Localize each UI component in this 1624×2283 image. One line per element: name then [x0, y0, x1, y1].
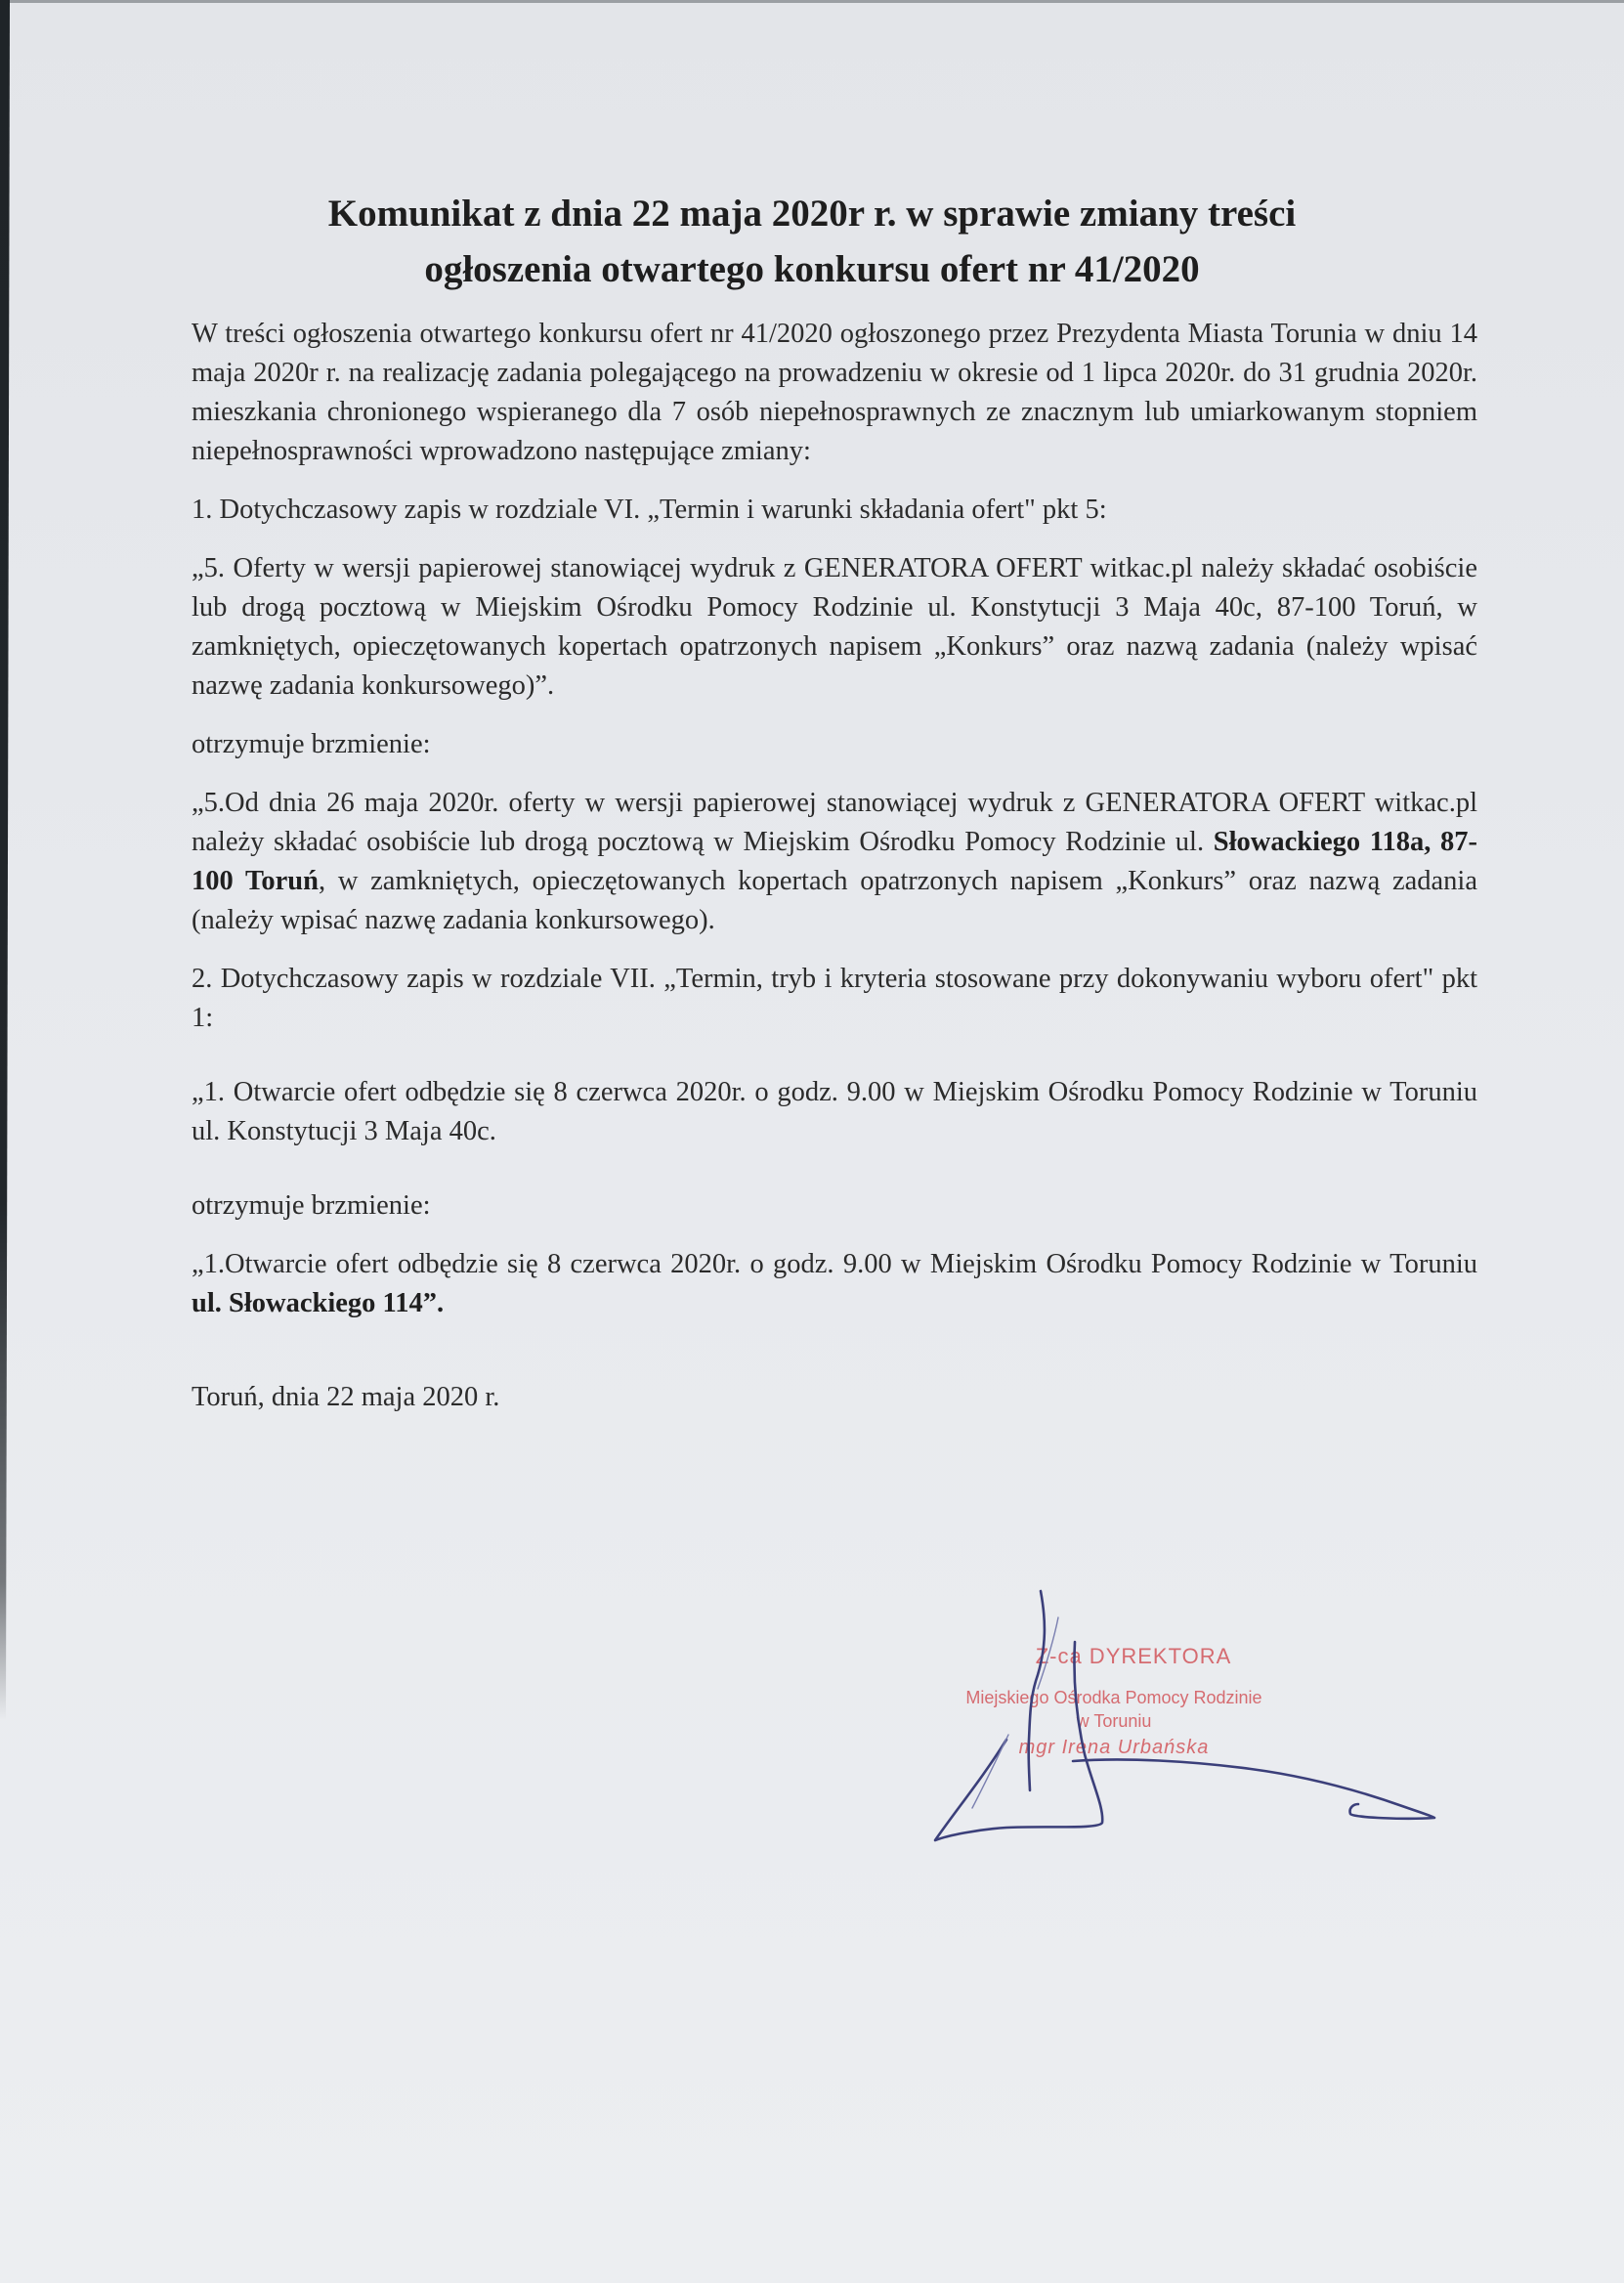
change1-receives-label: otrzymuje brzmienie:: [192, 729, 431, 759]
title-line-1: Komunikat z dnia 22 maja 2020r r. w sprawie zmiany treści: [327, 193, 1297, 235]
stamp-title: Z-ca DYREKTORA: [1035, 1644, 1232, 1668]
scan-top-edge: [0, 0, 1624, 3]
stamp-institution: Miejskiego Ośrodka Pomocy Rodzinie: [965, 1688, 1262, 1707]
change2-receives-label: otrzymuje brzmienie:: [192, 1190, 431, 1221]
change2-heading: 2. Dotychczasowy zapis w rozdziale VII. „Termin, tryb i kryteria stosowane przy dokonywaniu wyboru ofert" pkt 1:: [192, 964, 1477, 1033]
change2-new-text: [192, 1245, 1477, 1323]
stamp-name: mgr Irena Urbańska: [1018, 1737, 1210, 1758]
change1-new-text: [192, 784, 1477, 940]
change2-new-address: ul. Słowackiego 114”.: [192, 1288, 445, 1318]
document-body: [192, 315, 1477, 1437]
change1-heading: 1. Dotychczasowy zapis w rozdziale VI. „Termin i warunki składania ofert" pkt 5:: [192, 495, 1107, 525]
change2-old-text: „1. Otwarcie ofert odbędzie się 8 czerwca 2020r. o godz. 9.00 w Miejskim Ośrodku Pomocy Rodzinie w Toruniu ul. Konstytucji 3 Maja 40c.: [192, 1077, 1477, 1146]
document-title: [0, 186, 1624, 297]
intro-paragraph: W treści ogłoszenia otwartego konkursu ofert nr 41/2020 ogłoszonego przez Prezydenta Miasta Torunia w dniu 14 maja 2020r r. na realizację zadania polegającego na prowadzeniu w okresie od 1 lipca 2020r. do 31 grudnia 2020r. mieszkania chronionego wspieranego dla 7 osób niepełnosprawnych ze znacznym lub umiarkowanym stopniem niepełnosprawności wprowadzono następujące zmiany:: [192, 319, 1477, 466]
change1-old-text: „5. Oferty w wersji papierowej stanowiącej wydruk z GENERATORA OFERT witkac.pl należy składać osobiście lub drogą pocztową w Miejskim Ośrodku Pomocy Rodzinie ul. Konstytucji 3 Maja 40c, 87-100 Toruń, w zamkniętych, opieczętowanych kopertach opatrzonych napisem „Konkurs” oraz nazwą zadania (należy wpisać nazwę zadania konkursowego)”.: [192, 553, 1477, 701]
place-date: Toruń, dnia 22 maja 2020 r.: [192, 1382, 500, 1412]
change2-new-text-before: „1.Otwarcie ofert odbędzie się 8 czerwca 2020r. o godz. 9.00 w Miejskim Ośrodku Pomocy Rodzinie w Toruniu: [192, 1249, 1477, 1279]
change1-new-text-after: , w zamkniętych, opieczętowanych kopertach opatrzonych napisem „Konkurs” oraz nazwą zadania (należy wpisać nazwę zadania konkursowego).: [192, 866, 1478, 935]
change1-new-text-before: „5.Od dnia 26 maja 2020r. oferty w wersji papierowej stanowiącej wydruk z GENERATORA OFERT witkac.pl należy składać osobiście lub drogą pocztową w Miejskim Ośrodku Pomocy Rodzinie ul.: [192, 788, 1477, 857]
stamp-city: w Toruniu: [1076, 1711, 1152, 1731]
handwritten-signature-icon: [899, 1573, 1524, 1867]
change1-new-address: Słowackiego 118a, 87-100 Toruń: [192, 827, 1477, 896]
title-line-2: ogłoszenia otwartego konkursu ofert nr 41/2020: [424, 248, 1200, 290]
